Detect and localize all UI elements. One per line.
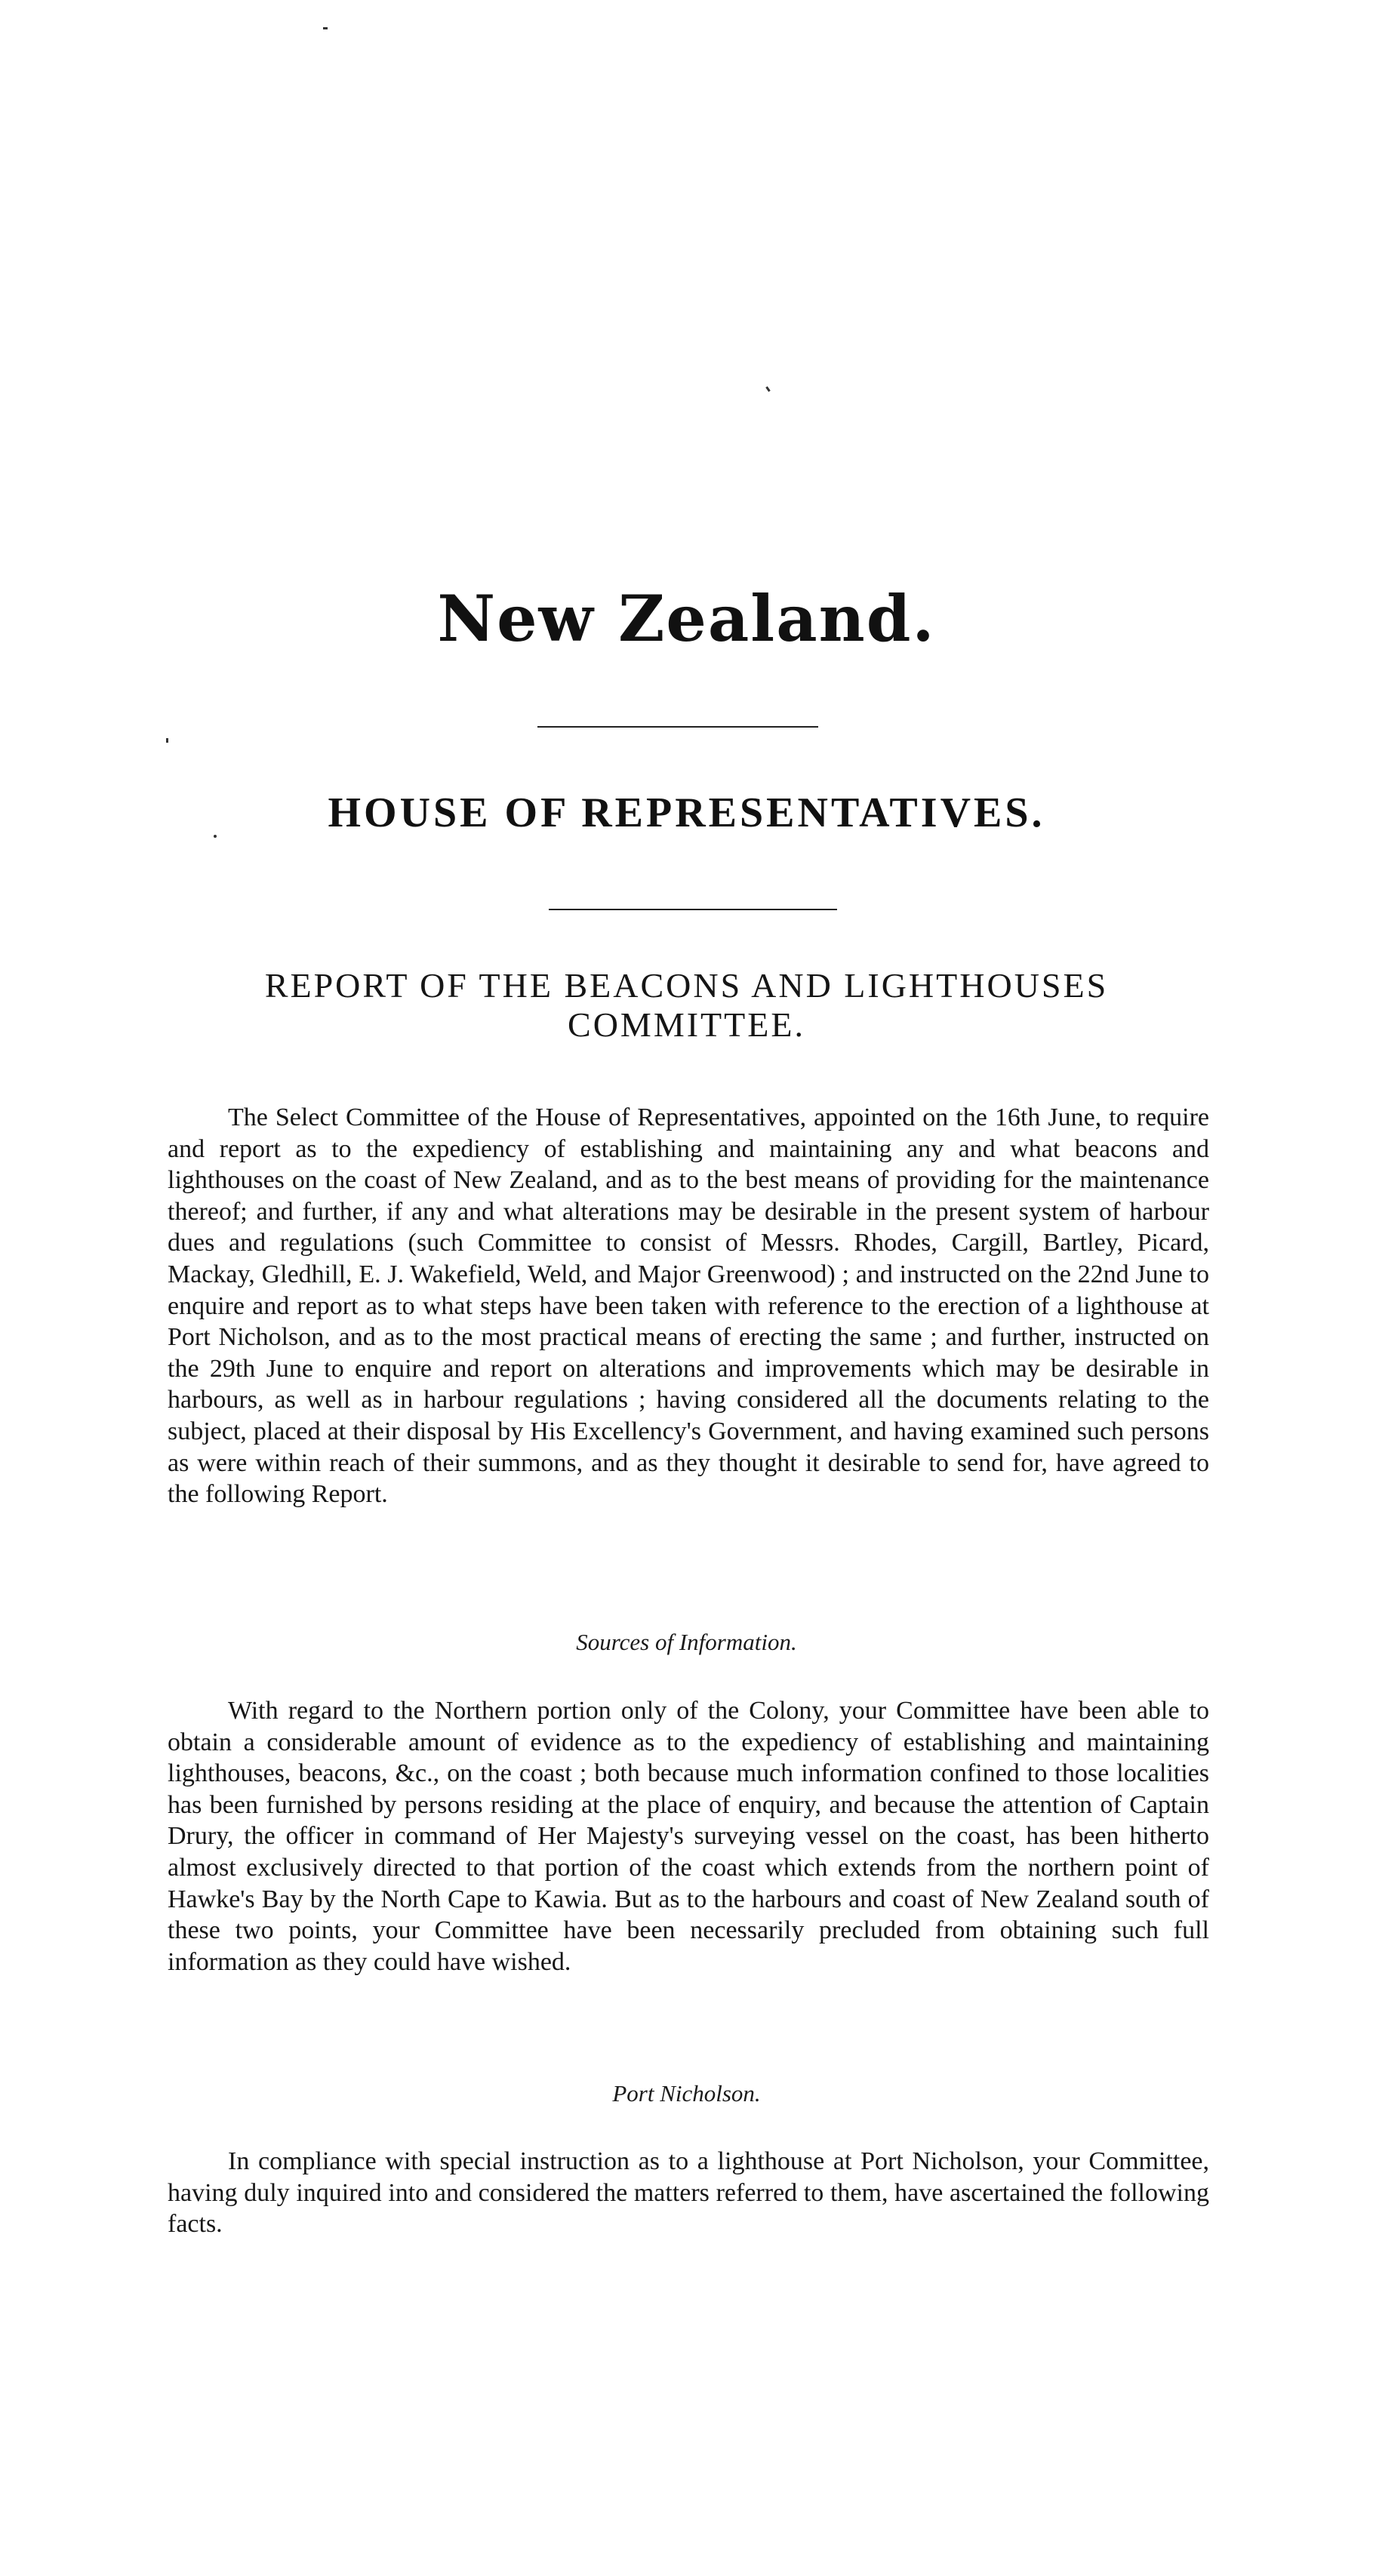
house-heading: HOUSE OF REPRESENTATIVES. — [328, 789, 1045, 836]
divider-rule — [537, 726, 818, 728]
scan-speck — [323, 27, 328, 29]
subheading-port-nicholson: Port Nicholson. — [612, 2080, 761, 2107]
divider-rule — [549, 909, 837, 910]
report-title: REPORT OF THE BEACONS AND LIGHTHOUSES COMMITTEE. — [264, 966, 1109, 1044]
scan-speck — [166, 738, 168, 743]
paragraph-port-nicholson: In compliance with special instruction as to a lighthouse at Port Nicholson, your Committee, having duly inquired into and considered the matters referred to them, have ascertained the following facts. — [168, 2147, 1209, 2239]
masthead-title: New Zealand. — [437, 581, 936, 656]
paragraph-northern-portion: With regard to the Northern portion only of the Colony, your Committee have been able to obtain a considerable amount of evidence as to the expediency of establishing and maintaining lighthouses, beacons, &c., on the coast ; both because much information confined to those localities has been furnished by persons residing at the place of enquiry, and because the attention of Captain Drury, the officer in command of Her Majesty's surveying vessel on the coast, has been hitherto almost exclusively directed to that portion of the coast which extends from the northern point of Hawke's Bay by the North Cape to Kawia. But as to the harbours and coast of New Zealand south of these two points, your Committee have been necessarily precluded from obtaining such full information as they could have wished. — [168, 1697, 1209, 1976]
paragraph-committee-appointment: The Select Committee of the House of Representatives, appointed on the 16th June, to require and report as to the expediency of establishing and maintaining any and what beacons and lighthouses on the coast of New Zealand, and as to the best means of providing for the maintenance thereof; and further, if any and what alterations may be desirable in the present system of harbour dues and regulations (such Committee to consist of Messrs. Rhodes, Cargill, Bartley, Picard, Mackay, Gledhill, E. J. Wakefield, Weld, and Major Greenwood) ; and instructed on the 22nd June to enquire and report as to what steps have been taken with reference to the erection of a lighthouse at Port Nicholson, and as to the most practical means of erecting the same ; and further, instructed on the 29th June to enquire and report on alterations and improvements which may be desirable in harbours, as well as in harbour regulations ; having considered all the documents relating to the subject, placed at their disposal by His Excellency's Government, and having examined such persons as were within reach of their summons, and as they thought it desirable to send for, have agreed to the following Report. — [168, 1103, 1209, 1509]
scan-speck — [765, 386, 770, 392]
subheading-sources: Sources of Information. — [576, 1629, 797, 1655]
